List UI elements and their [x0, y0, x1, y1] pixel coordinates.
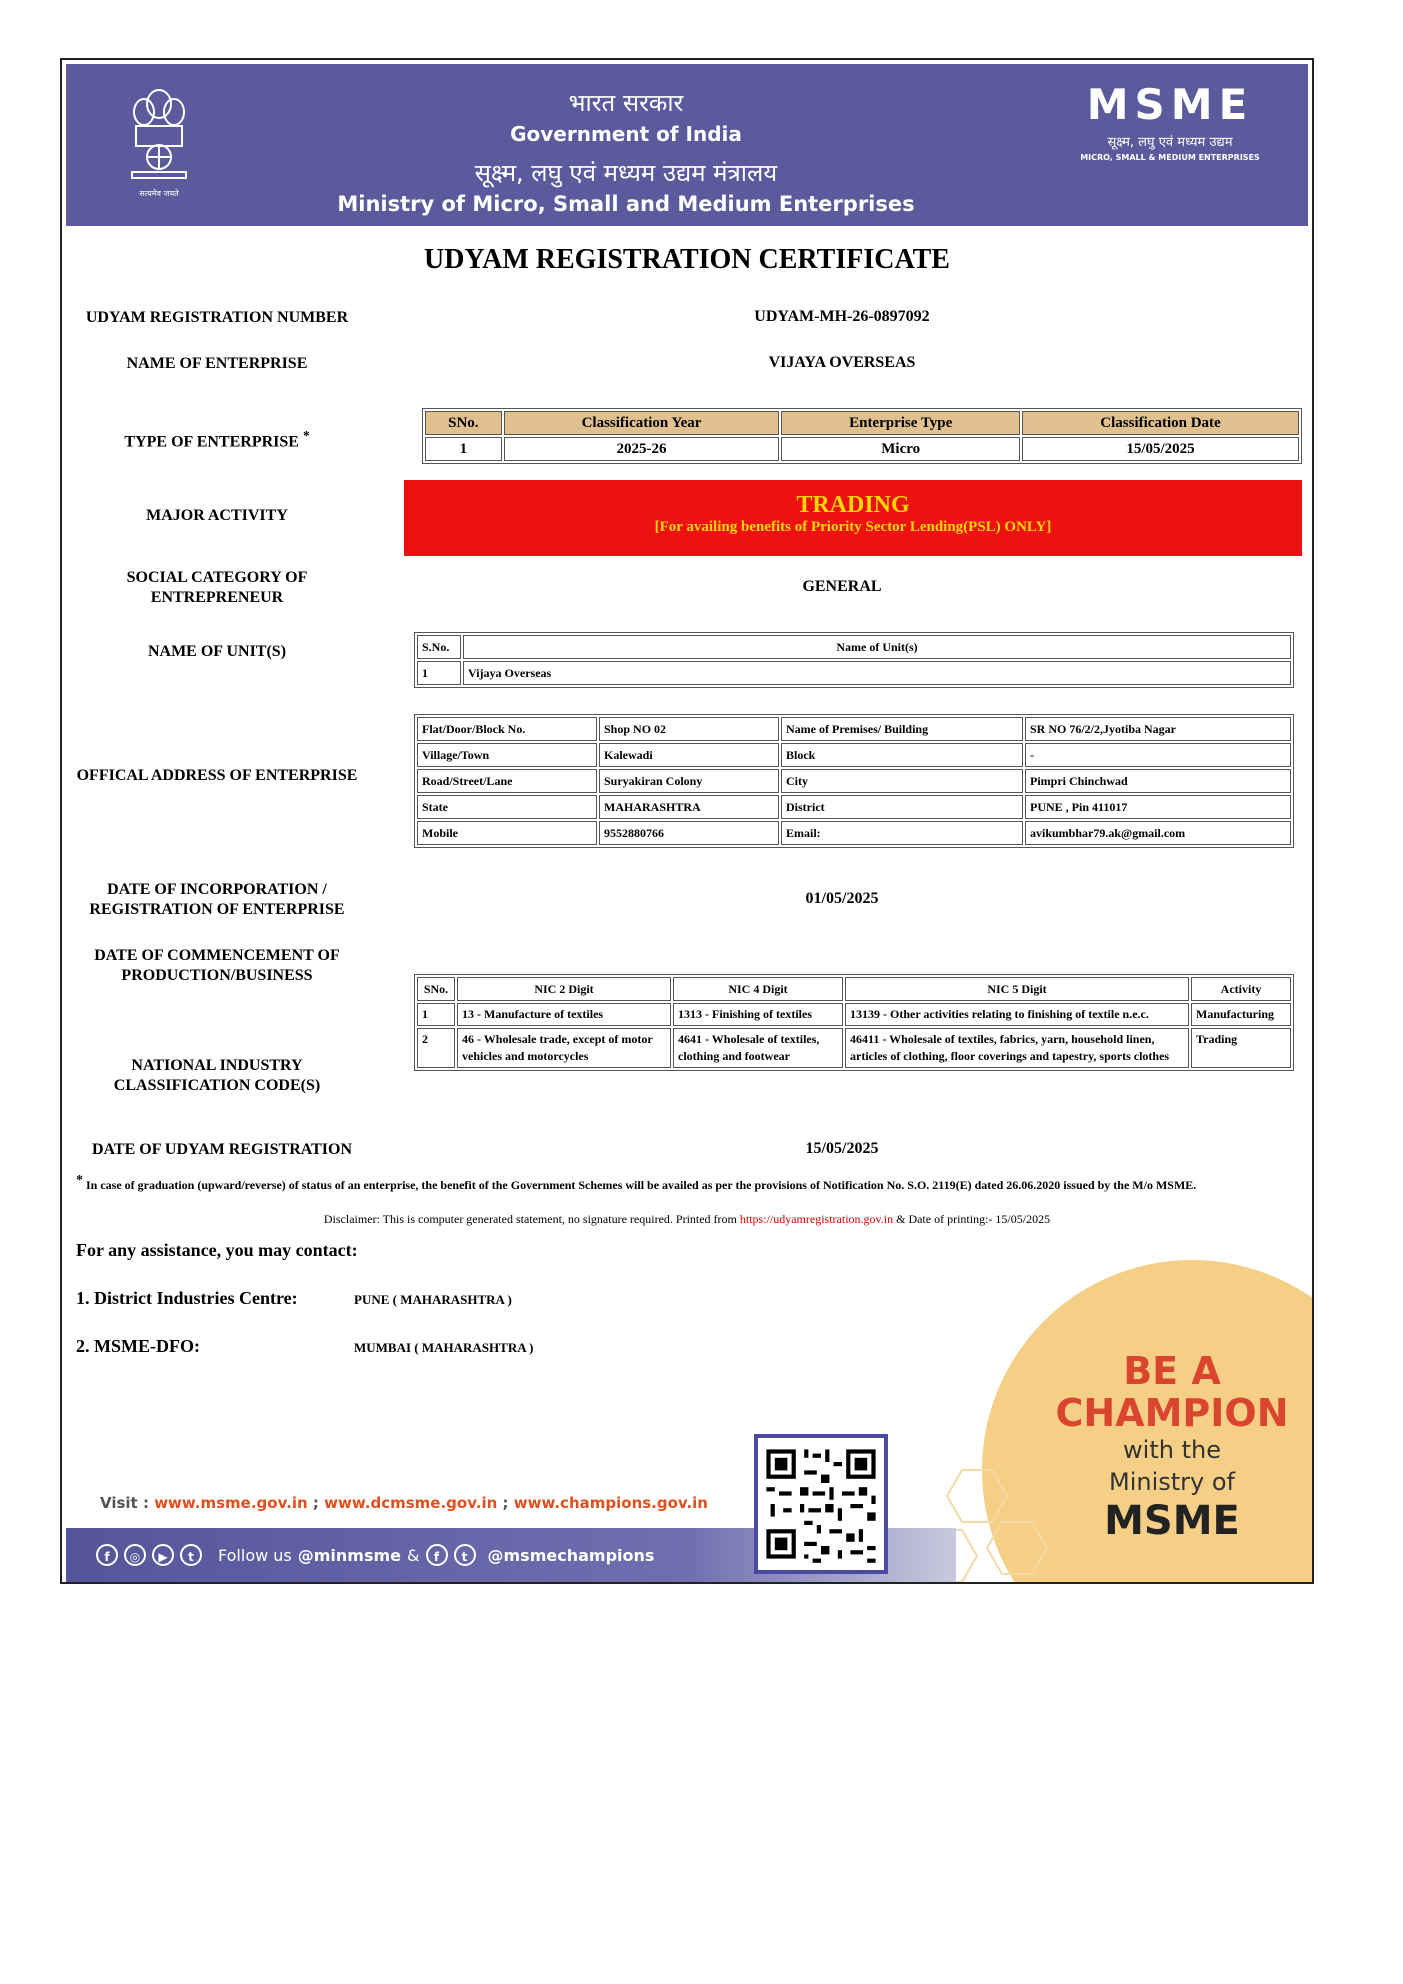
- addr-label: Mobile: [417, 821, 597, 845]
- label-incorporation: [72, 880, 362, 920]
- cell-nic5: 46411 - Wholesale of textiles, fabrics, yarn, household linen, articles of clothing, floor coverings and tapestry, sports clothes: [845, 1028, 1189, 1068]
- addr-label: Village/Town: [417, 743, 597, 767]
- cell-nic-sno: 2: [417, 1028, 455, 1068]
- label-incorporation-line1: DATE OF INCORPORATION /: [107, 881, 327, 898]
- value-udyam-date: 15/05/2025: [805, 1140, 879, 1157]
- label-nic-line2: CLASSIFICATION CODE(S): [113, 1077, 321, 1094]
- label-address: OFFICAL ADDRESS OF ENTERPRISE: [76, 767, 358, 784]
- addr-label: Flat/Door/Block No.: [417, 717, 597, 741]
- table-row: [417, 743, 1291, 767]
- label-enterprise-type-text: TYPE OF ENTERPRISE: [124, 433, 299, 451]
- addr-value: -: [1025, 743, 1291, 767]
- label-udyam-date: DATE OF UDYAM REGISTRATION: [92, 1141, 353, 1158]
- champion-line5: MSME: [1104, 1498, 1240, 1544]
- visit-url-msme[interactable]: www.msme.gov.in: [154, 1494, 308, 1512]
- cell-nic2: 46 - Wholesale trade, except of motor vehicles and motorcycles: [457, 1028, 671, 1068]
- units-header-row: [417, 635, 1291, 659]
- table-row: [425, 437, 1299, 461]
- label-social-category: [72, 568, 362, 608]
- col-nic4: NIC 4 Digit: [673, 977, 843, 1001]
- msme-logo-hindi: सूक्ष्म, लघु एवं मध्यम उद्यम: [1107, 135, 1233, 150]
- msme-logo-english: MICRO, SMALL & MEDIUM ENTERPRISES: [1080, 153, 1260, 162]
- assistance-heading: For any assistance, you may contact:: [76, 1240, 358, 1260]
- youtube-icon[interactable]: ▶: [152, 1544, 174, 1566]
- visit-url-champions[interactable]: www.champions.gov.in: [513, 1494, 708, 1512]
- cell-date: 15/05/2025: [1022, 437, 1299, 461]
- addr-value: MAHARASHTRA: [599, 795, 779, 819]
- label-commencement-line2: PRODUCTION/BUSINESS: [121, 967, 313, 984]
- follow-line: [96, 1544, 654, 1566]
- header-english-ministry: Ministry of Micro, Small and Medium Enterprises: [337, 192, 915, 216]
- header-hindi-gov: भारत सरकार: [568, 89, 684, 117]
- addr-value: Kalewadi: [599, 743, 779, 767]
- table-row: [417, 661, 1291, 685]
- national-emblem-icon: [124, 82, 194, 204]
- addr-value: 9552880766: [599, 821, 779, 845]
- follow-amp: &: [407, 1545, 420, 1565]
- addr-value: Shop NO 02: [599, 717, 779, 741]
- label-commencement: [72, 946, 362, 986]
- col-nic-sno: SNo.: [417, 977, 455, 1001]
- footnote-star: *: [76, 1173, 83, 1188]
- footnote-text: In case of graduation (upward/reverse) of status of an enterprise, the benefit of the Government Schemes will be availed as per the provisions of Notification No. S.O. 2119(E) dated 26.06.2020 issued by the M/o MSME.: [86, 1178, 1197, 1192]
- value-enterprise-name: VIJAYA OVERSEAS: [768, 354, 916, 371]
- addr-label: State: [417, 795, 597, 819]
- disclaimer-prefix: Disclaimer: This is computer generated statement, no signature required. Printed from: [323, 1212, 737, 1226]
- cell-nic4: 4641 - Wholesale of textiles, clothing and footwear: [673, 1028, 843, 1068]
- visit-sep: ;: [312, 1494, 319, 1512]
- label-nic-line1: NATIONAL INDUSTRY: [131, 1057, 303, 1074]
- champion-line2: CHAMPION: [1055, 1391, 1289, 1435]
- msme-logo-mark: MSME: [1086, 80, 1254, 129]
- label-unit-names: NAME OF UNIT(S): [147, 643, 287, 660]
- addr-label: Road/Street/Lane: [417, 769, 597, 793]
- cell-nic5: 13139 - Other activities relating to finishing of textile n.e.c.: [845, 1003, 1189, 1026]
- col-classification-year: Classification Year: [504, 411, 780, 435]
- nic-table: [414, 974, 1294, 1071]
- cell-nic-activity: Manufacturing: [1191, 1003, 1291, 1026]
- label-incorporation-line2: REGISTRATION OF ENTERPRISE: [89, 901, 345, 918]
- activity-banner: [404, 480, 1302, 556]
- label-social-category-line2: ENTREPRENEUR: [150, 589, 284, 606]
- facebook-icon[interactable]: f: [96, 1544, 118, 1566]
- cell-year: 2025-26: [504, 437, 780, 461]
- label-social-category-line1: SOCIAL CATEGORY OF: [126, 569, 308, 586]
- addr-label: Name of Premises/ Building: [781, 717, 1023, 741]
- emblem-caption: सत्यमेव जयते: [139, 189, 179, 198]
- value-reg-number: UDYAM-MH-26-0897092: [754, 308, 930, 325]
- label-nic: [72, 1056, 362, 1096]
- dfo-label: 2. MSME-DFO:: [76, 1336, 200, 1356]
- units-table: [414, 632, 1294, 688]
- addr-value: Suryakiran Colony: [599, 769, 779, 793]
- classification-header-row: [425, 411, 1299, 435]
- addr-value: PUNE , Pin 411017: [1025, 795, 1291, 819]
- col-classification-date: Classification Date: [1022, 411, 1299, 435]
- qr-code-icon: [754, 1434, 888, 1574]
- twitter-icon[interactable]: t: [180, 1544, 202, 1566]
- col-sno: SNo.: [425, 411, 502, 435]
- col-unit-sno: S.No.: [417, 635, 461, 659]
- cell-nic4: 1313 - Finishing of textiles: [673, 1003, 843, 1026]
- col-enterprise-type: Enterprise Type: [781, 411, 1020, 435]
- champion-line4: Ministry of: [1109, 1468, 1235, 1496]
- header-hindi-ministry: सूक्ष्म, लघु एवं मध्यम उद्यम मंत्रालय: [474, 159, 778, 187]
- activity-main: TRADING: [796, 492, 910, 518]
- label-enterprise-type: [72, 426, 362, 452]
- facebook-icon[interactable]: f: [426, 1544, 448, 1566]
- disclaimer: [62, 1212, 1312, 1227]
- disclaimer-suffix: & Date of printing:- 15/05/2025: [896, 1212, 1051, 1226]
- label-major-activity: MAJOR ACTIVITY: [146, 507, 288, 524]
- nic-header-row: [417, 977, 1291, 1001]
- table-row: [417, 1028, 1291, 1068]
- msme-logo: [1070, 82, 1270, 162]
- cell-nic-sno: 1: [417, 1003, 455, 1026]
- table-row: [417, 717, 1291, 741]
- label-commencement-line1: DATE OF COMMENCEMENT OF: [94, 947, 340, 964]
- value-incorporation-date: 01/05/2025: [805, 890, 879, 907]
- certificate-frame: [60, 58, 1314, 1584]
- table-row: [417, 1003, 1291, 1026]
- col-unit-name: Name of Unit(s): [463, 635, 1291, 659]
- label-enterprise-name: NAME OF ENTERPRISE: [126, 355, 308, 372]
- addr-value: avikumbhar79.ak@gmail.com: [1025, 821, 1291, 845]
- value-social-category: GENERAL: [802, 578, 882, 595]
- champion-line3: with the: [1123, 1436, 1221, 1464]
- label-reg-number: UDYAM REGISTRATION NUMBER: [85, 309, 349, 326]
- disclaimer-link[interactable]: https://udyamregistration.gov.in: [739, 1212, 894, 1226]
- classification-table: [422, 408, 1302, 464]
- champion-text: [1052, 1350, 1292, 1544]
- col-nic5: NIC 5 Digit: [845, 977, 1189, 1001]
- address-table: [414, 714, 1294, 848]
- visit-url-dcmsme[interactable]: www.dcmsme.gov.in: [324, 1494, 498, 1512]
- champion-line1: BE A: [1123, 1349, 1221, 1393]
- cell-nic-activity: Trading: [1191, 1028, 1291, 1068]
- header-band: [66, 64, 1308, 226]
- table-row: [417, 795, 1291, 819]
- addr-label: Block: [781, 743, 1023, 767]
- asterisk-mark: *: [302, 428, 310, 443]
- cell-unit-sno: 1: [417, 661, 461, 685]
- addr-value: SR NO 76/2/2,Jyotiba Nagar: [1025, 717, 1291, 741]
- table-row: [417, 821, 1291, 845]
- header-english-gov: Government of India: [510, 122, 742, 146]
- dic-value: PUNE ( MAHARASHTRA ): [354, 1292, 512, 1307]
- handle-msmechampions[interactable]: @msmechampions: [487, 1545, 655, 1565]
- addr-value: Pimpri Chinchwad: [1025, 769, 1291, 793]
- twitter-icon[interactable]: t: [454, 1544, 476, 1566]
- dic-label: 1. District Industries Centre:: [76, 1288, 298, 1308]
- visit-line: [100, 1494, 708, 1512]
- addr-label: Email:: [781, 821, 1023, 845]
- cell-sno: 1: [425, 437, 502, 461]
- addr-label: District: [781, 795, 1023, 819]
- addr-label: City: [781, 769, 1023, 793]
- dfo-value: MUMBAI ( MAHARASHTRA ): [354, 1340, 534, 1355]
- visit-prefix: Visit :: [100, 1494, 149, 1512]
- handle-minmsme[interactable]: @minmsme: [297, 1545, 402, 1565]
- certificate-title: UDYAM REGISTRATION CERTIFICATE: [424, 244, 950, 275]
- cell-type: Micro: [781, 437, 1020, 461]
- col-nic-activity: Activity: [1191, 977, 1291, 1001]
- instagram-icon[interactable]: ◎: [124, 1544, 146, 1566]
- visit-sep: ;: [502, 1494, 509, 1512]
- footnote: [76, 1172, 1302, 1194]
- cell-unit-name: Vijaya Overseas: [463, 661, 1291, 685]
- cell-nic2: 13 - Manufacture of textiles: [457, 1003, 671, 1026]
- table-row: [417, 769, 1291, 793]
- follow-text: Follow us: [218, 1545, 292, 1565]
- activity-sub: [For availing benefits of Priority Sector Lending(PSL) ONLY]: [654, 519, 1052, 535]
- col-nic2: NIC 2 Digit: [457, 977, 671, 1001]
